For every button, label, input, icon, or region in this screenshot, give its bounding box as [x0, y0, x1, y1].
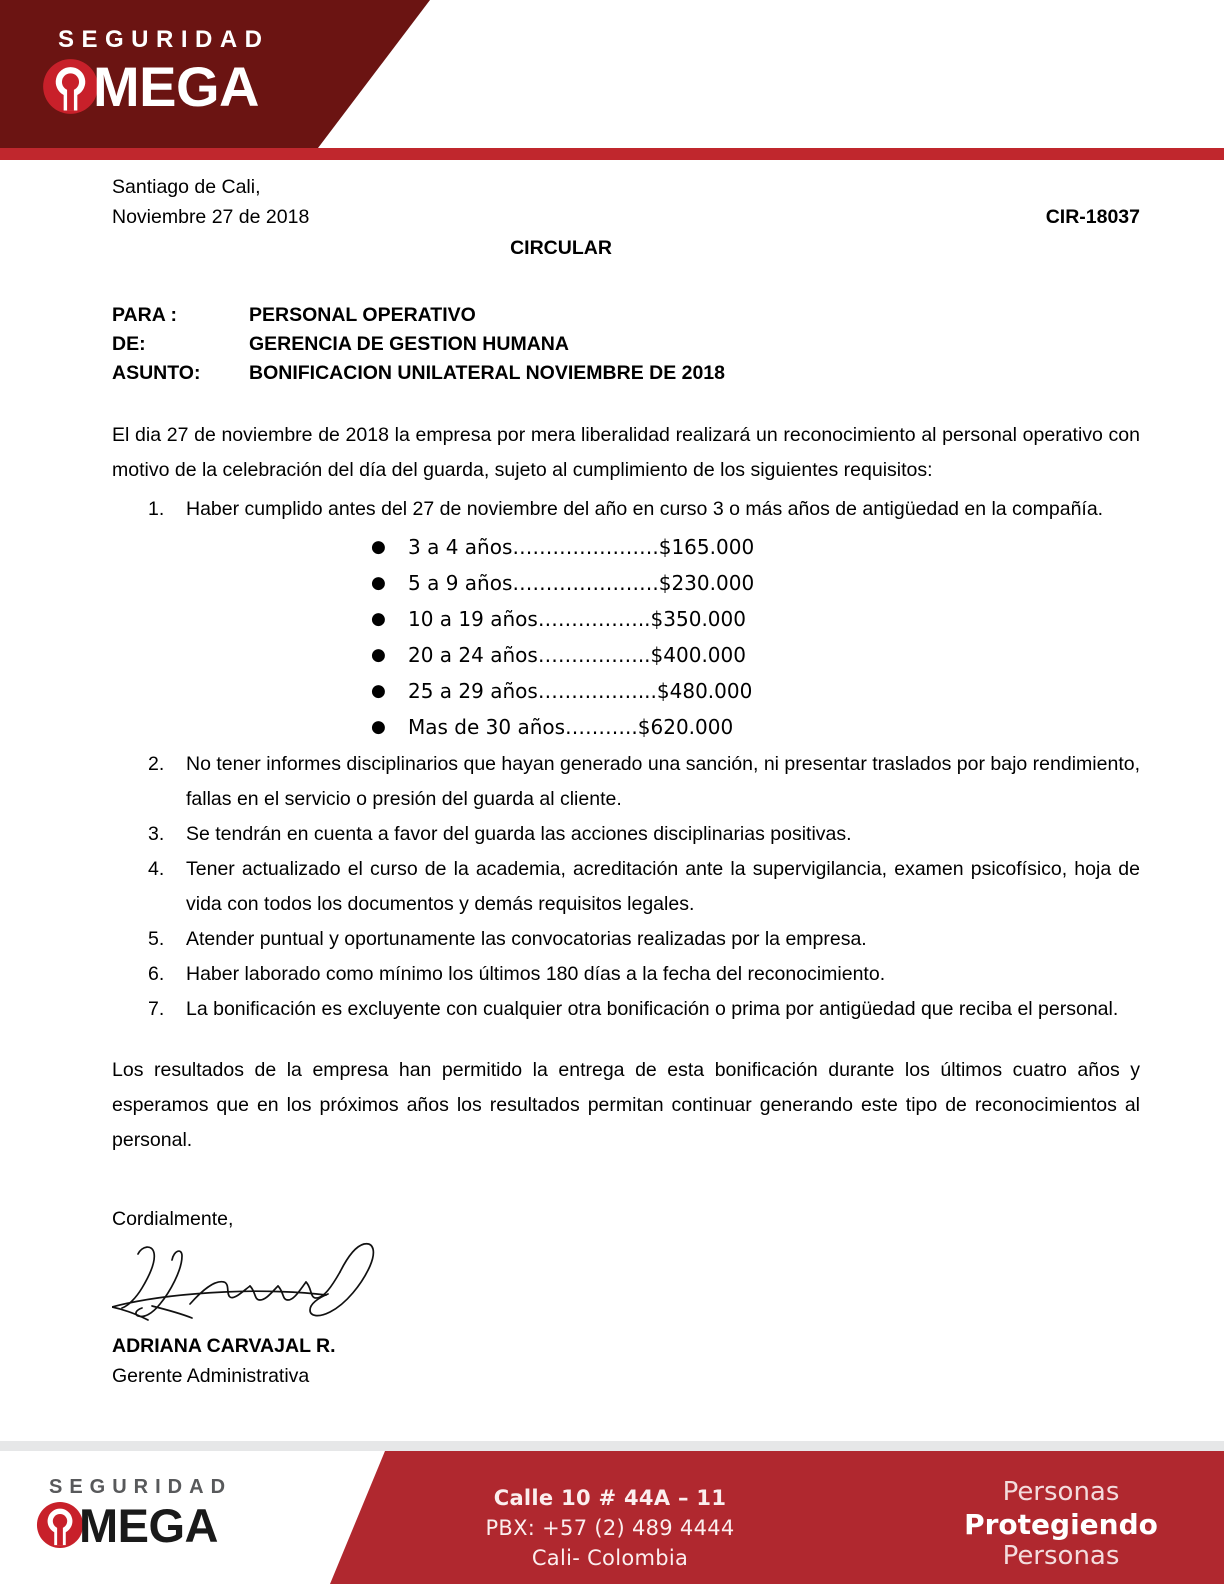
seniority-range-label: 20 a 24 años — [408, 642, 538, 667]
logo-word-seguridad: SEGURIDAD — [58, 26, 270, 53]
seniority-range-label: Mas de 30 años — [408, 714, 566, 739]
requirement-item — [112, 492, 1140, 745]
meta-value: PERSONAL OPERATIVO — [249, 303, 476, 326]
seniority-amount-item — [186, 673, 1140, 709]
bullet-dot-icon: ● — [371, 680, 386, 701]
requirement-item — [112, 957, 1140, 992]
requirements-list — [112, 492, 1140, 1027]
requirement-number: 5. — [148, 927, 165, 950]
bonus-amount-value: $230.000 — [658, 570, 755, 595]
bullet-dot-icon: ● — [371, 644, 386, 665]
tagline-line-1: Personas — [1002, 1477, 1120, 1507]
reference-code: CIR-18037 — [1045, 206, 1140, 228]
requirement-item — [112, 992, 1140, 1027]
requirement-text: Haber laborado como mínimo los últimos 180 días a la fecha del reconocimiento. — [186, 962, 886, 985]
meta-label: ASUNTO: — [112, 361, 201, 384]
date-line: Noviembre 27 de 2018 — [112, 206, 310, 228]
footer-tagline — [936, 1477, 1186, 1572]
meta-label: PARA : — [112, 303, 177, 326]
bonus-amount-value: $400.000 — [650, 642, 746, 667]
signer-name: ADRIANA CARVAJAL R. — [112, 1334, 336, 1357]
requirement-text: Haber cumplido antes del 27 de noviembre del año en curso 3 o más años de antigüedad en la compañía. — [186, 497, 1104, 520]
bonus-amount-value: $480.000 — [656, 678, 753, 703]
requirement-item — [112, 922, 1140, 957]
requirement-number: 3. — [148, 822, 165, 845]
document-body — [0, 161, 1224, 1391]
valediction: Cordialmente, — [112, 1207, 234, 1230]
meta-row-para — [112, 301, 1140, 330]
footer-contact-block — [400, 1483, 820, 1573]
requirement-text: No tener informes disciplinarios que hayan generado una sanción, ni presentar traslados por bajo rendimiento, fallas en el servicio o presión del guarda al cliente. — [186, 752, 1140, 810]
requirement-number: 4. — [148, 857, 165, 880]
seniority-amount-item — [186, 637, 1140, 673]
requirement-number: 2. — [148, 752, 165, 775]
seniority-amount-item — [186, 529, 1140, 565]
bullet-dot-icon: ● — [371, 608, 386, 629]
requirement-text: Tener actualizado el curso de la academia, acreditación ante la supervigilancia, examen psicofísico, hoja de vida con todos los documentos y demás requisitos legales. — [186, 857, 1140, 915]
letter-meta-block — [112, 301, 1140, 388]
footer-logo — [36, 1476, 316, 1552]
omega-location-pin-icon — [42, 58, 99, 115]
meta-row-asunto — [112, 359, 1140, 388]
footer-logo-word-mega: MEGA — [79, 1498, 218, 1552]
bullet-dot-icon: ● — [371, 536, 386, 557]
omega-location-pin-icon — [36, 1501, 84, 1549]
header-red-stripe — [0, 148, 1224, 160]
document-header — [0, 0, 1224, 161]
signature-image — [112, 1236, 442, 1332]
leader-dots: ……….. — [565, 714, 638, 739]
footer-city-country: Cali- Colombia — [531, 1546, 689, 1570]
requirement-text: La bonificación es excluyente con cualquier otra bonificación o prima por antigüedad que reciba el personal. — [186, 997, 1119, 1020]
footer-phone: PBX: +57 (2) 489 4444 — [485, 1516, 735, 1540]
seniority-range-label: 10 a 19 años — [408, 606, 538, 631]
closing-paragraph: Los resultados de la empresa han permitido la entrega de esta bonificación durante los últimos cuatro años y esperamos que en los próximos años los resultados permitan continuar generando este tipo de reconocimientos al personal. — [112, 1058, 1140, 1151]
bullet-dot-icon: ● — [371, 716, 386, 737]
document-footer — [0, 1441, 1224, 1584]
leader-dots: …………………. — [512, 534, 659, 559]
bonus-amount-value: $620.000 — [637, 714, 734, 739]
seniority-range-label: 3 a 4 años — [408, 534, 513, 559]
leader-dots: …………….. — [537, 642, 651, 667]
city-line: Santiago de Cali, — [112, 176, 261, 198]
bonus-amount-value: $350.000 — [650, 606, 746, 631]
logo-word-mega: MEGA — [93, 54, 259, 118]
footer-gray-strip — [0, 1441, 1224, 1451]
leader-dots: …………….. — [537, 606, 651, 631]
seniority-amount-item — [186, 601, 1140, 637]
meta-row-de — [112, 330, 1140, 359]
seniority-range-label: 25 a 29 años — [408, 678, 538, 703]
requirement-number: 7. — [148, 997, 165, 1020]
footer-street-address: Calle 10 # 44A – 11 — [493, 1486, 727, 1510]
requirement-number: 1. — [148, 497, 165, 520]
requirement-item — [112, 817, 1140, 852]
leader-dots: …………………. — [512, 570, 659, 595]
seniority-amount-item — [186, 565, 1140, 601]
document-type-title: CIRCULAR — [510, 237, 612, 259]
requirement-number: 6. — [148, 962, 165, 985]
letter-origin-block — [112, 172, 1140, 232]
leader-dots: ……………... — [537, 678, 657, 703]
requirement-item — [112, 747, 1140, 817]
signer-role: Gerente Administrativa — [112, 1364, 310, 1387]
seniority-amount-item — [186, 709, 1140, 745]
meta-value: BONIFICACION UNILATERAL NOVIEMBRE DE 2018 — [249, 361, 725, 384]
tagline-line-2: Protegiendo — [964, 1508, 1158, 1541]
footer-logo-word-seguridad: SEGURIDAD — [49, 1476, 233, 1498]
bullet-dot-icon: ● — [371, 572, 386, 593]
bonus-amount-value: $165.000 — [658, 534, 755, 559]
requirement-item — [112, 852, 1140, 922]
intro-paragraph: El dia 27 de noviembre de 2018 la empresa por mera liberalidad realizará un reconocimiento al personal operativo con motivo de la celebración del día del guarda, sujeto al cumplimiento de los siguientes requisitos: — [112, 423, 1140, 481]
requirement-text: Atender puntual y oportunamente las convocatorias realizadas por la empresa. — [186, 927, 867, 950]
tagline-line-3: Personas — [1002, 1541, 1120, 1571]
header-logo — [42, 26, 302, 118]
meta-value: GERENCIA DE GESTION HUMANA — [249, 332, 569, 355]
meta-label: DE: — [112, 332, 146, 355]
seniority-amount-list — [186, 529, 1140, 745]
seniority-range-label: 5 a 9 años — [408, 570, 513, 595]
requirement-text: Se tendrán en cuenta a favor del guarda las acciones disciplinarias positivas. — [186, 822, 852, 845]
